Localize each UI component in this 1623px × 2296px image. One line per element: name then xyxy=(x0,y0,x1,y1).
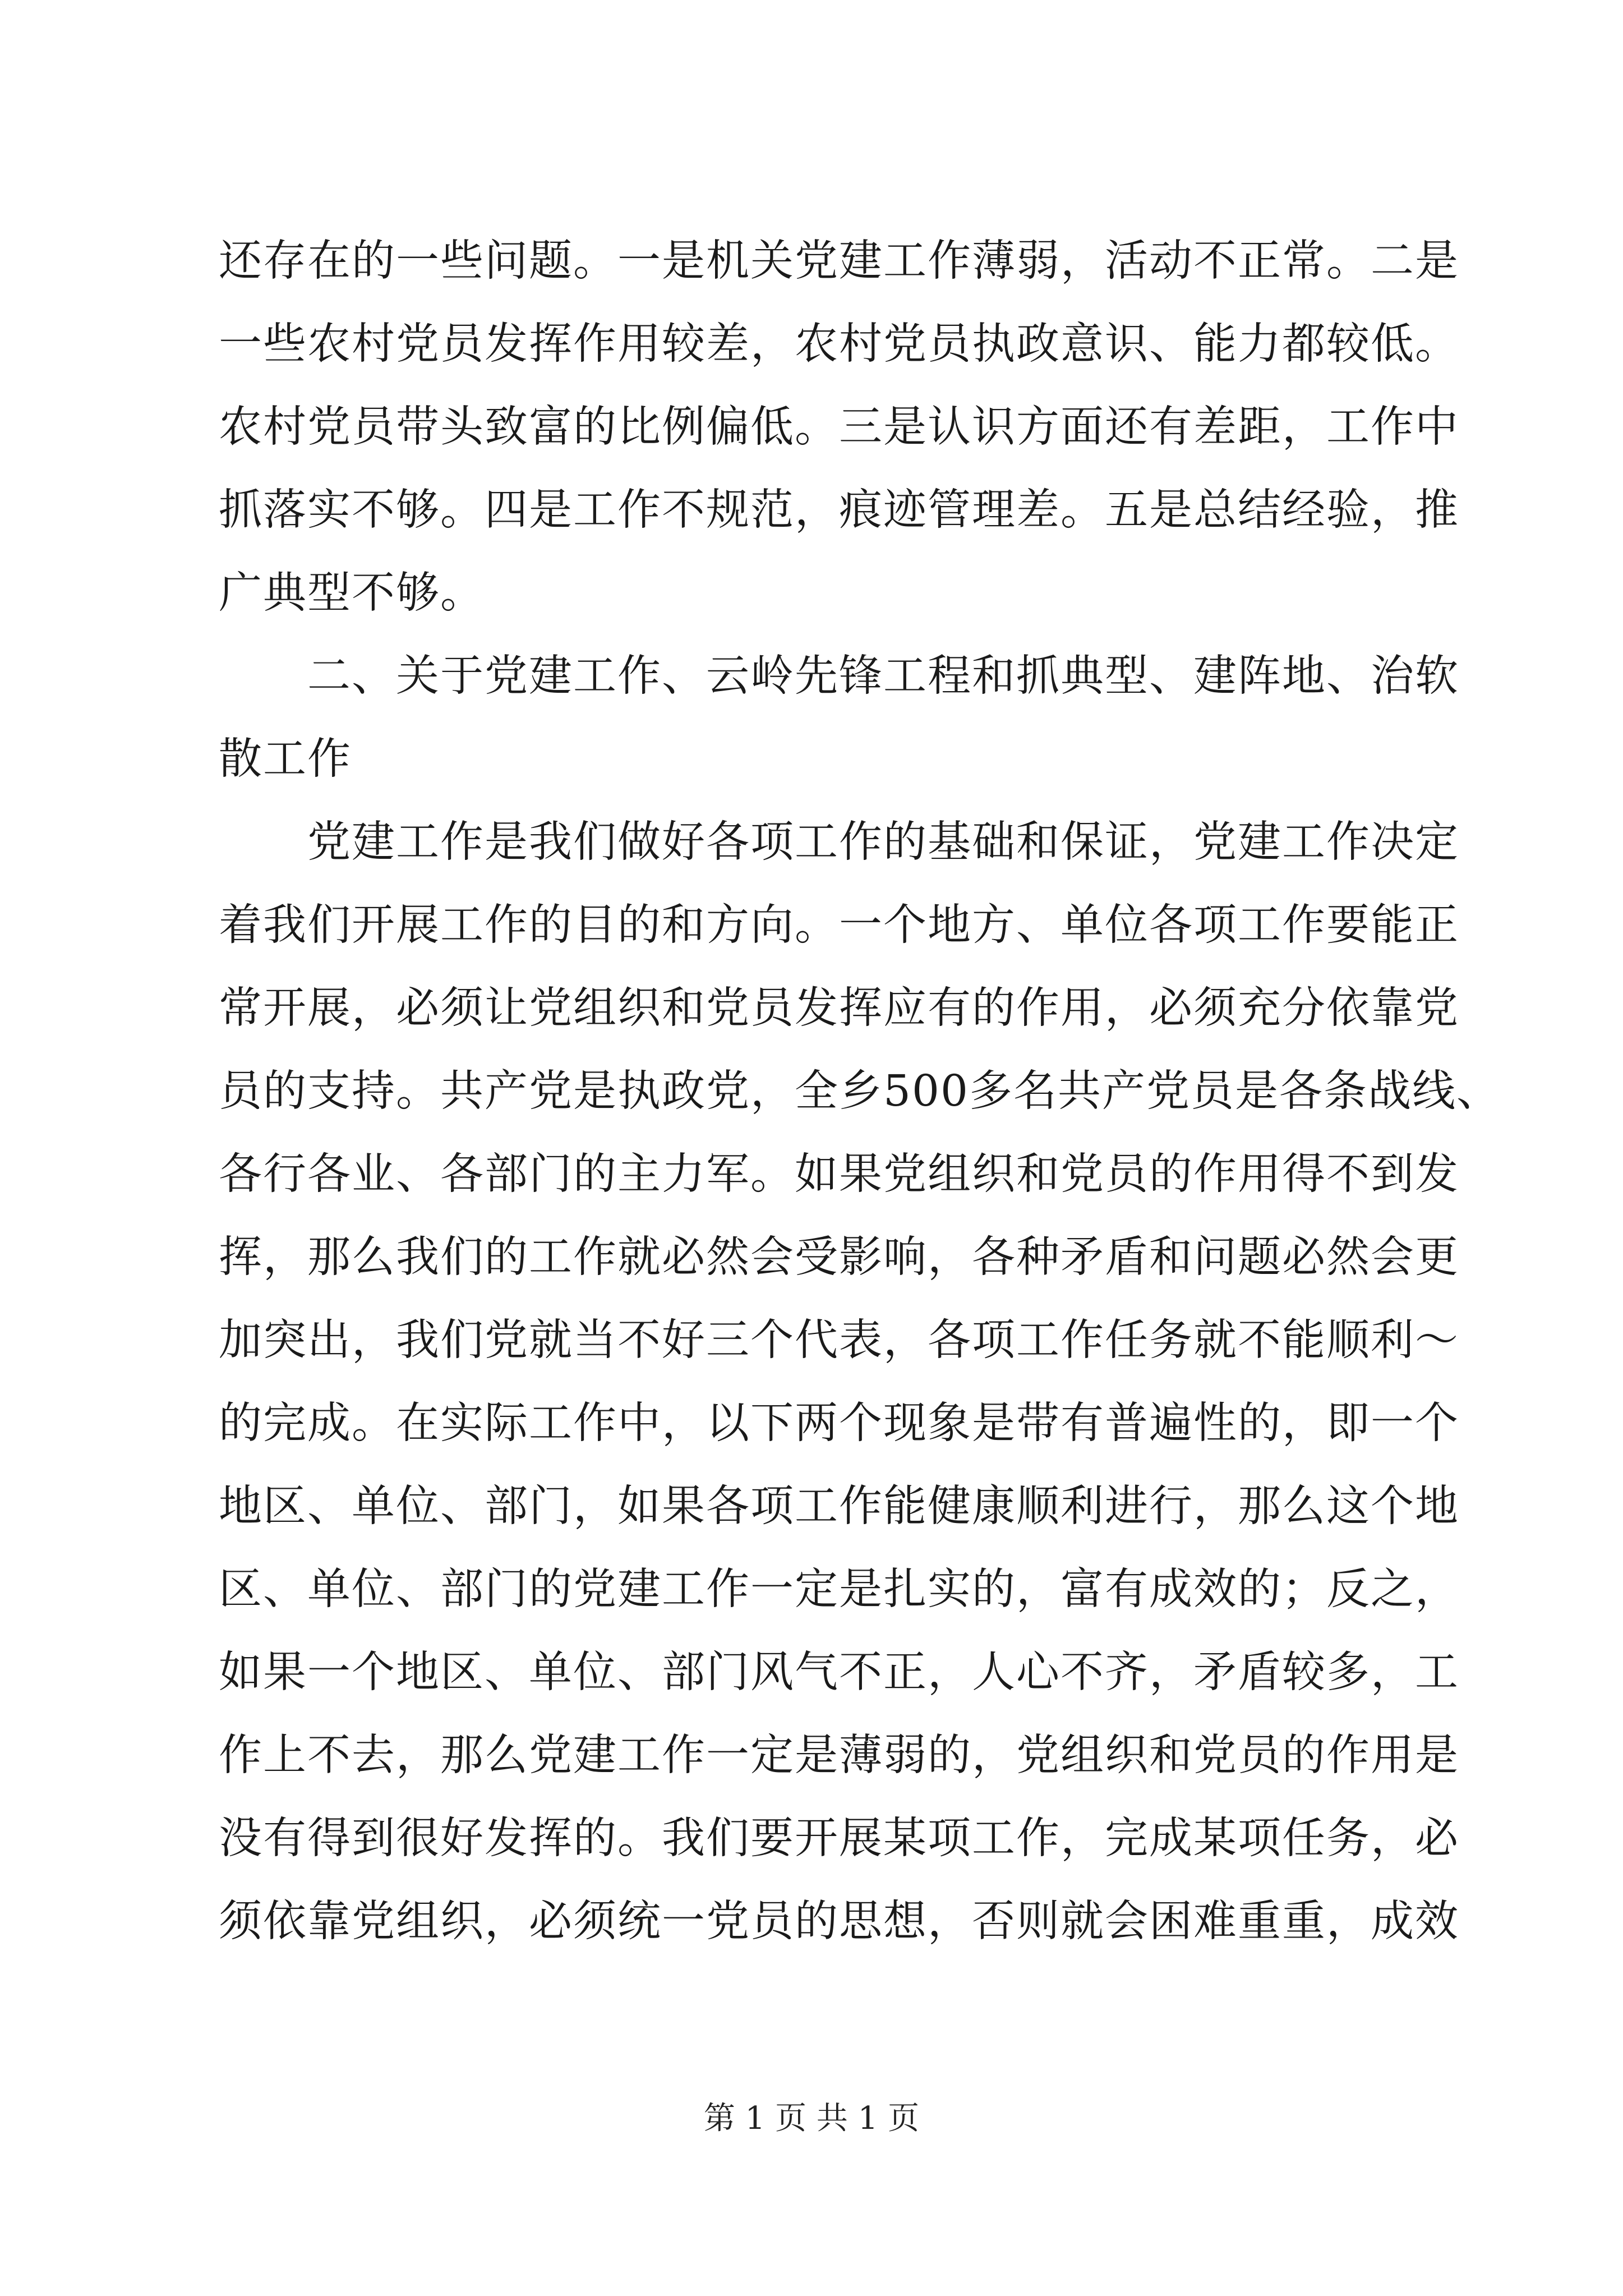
section-heading-line: 散工作 xyxy=(219,734,352,784)
text-line: 区、单位、部门的党建工作一定是扎实的，富有成效的；反之， xyxy=(219,1565,1459,1614)
text-line: 广典型不够。 xyxy=(219,568,485,618)
text-line: 须依靠党组织，必须统一党员的思想，否则就会困难重重，成效 xyxy=(219,1897,1459,1947)
text-line: 还存在的一些问题。一是机关党建工作薄弱，活动不正常。二是 xyxy=(219,236,1459,286)
text-line: 农村党员带头致富的比例偏低。三是认识方面还有差距，工作中 xyxy=(219,402,1459,452)
text-line: 一些农村党员发挥作用较差，农村党员执政意识、能力都较低。 xyxy=(219,319,1459,369)
text-line: 如果一个地区、单位、部门风气不正，人心不齐，矛盾较多，工 xyxy=(219,1648,1459,1697)
text-line: 作上不去，那么党建工作一定是薄弱的，党组织和党员的作用是 xyxy=(219,1731,1459,1780)
text-line: 的完成。在实际工作中，以下两个现象是带有普遍性的，即一个 xyxy=(219,1398,1459,1448)
text-line: 着我们开展工作的目的和方向。一个地方、单位各项工作要能正 xyxy=(219,900,1459,950)
text-line: 党建工作是我们做好各项工作的基础和保证，党建工作决定 xyxy=(219,817,1459,867)
text-line: 常开展，必须让党组织和党员发挥应有的作用，必须充分依靠党 xyxy=(219,983,1459,1033)
text-line: 员的支持。共产党是执政党，全乡500多名共产党员是各条战线、 xyxy=(219,1066,1501,1116)
section-heading-line: 二、关于党建工作、云岭先锋工程和抓典型、建阵地、治软 xyxy=(219,651,1459,701)
text-line: 抓落实不够。四是工作不规范，痕迹管理差。五是总结经验，推 xyxy=(219,485,1459,535)
text-line: 各行各业、各部门的主力军。如果党组织和党员的作用得不到发 xyxy=(219,1149,1459,1199)
text-line: 没有得到很好发挥的。我们要开展某项工作，完成某项任务，必 xyxy=(219,1814,1459,1864)
text-line: 地区、单位、部门，如果各项工作能健康顺利进行，那么这个地 xyxy=(219,1481,1459,1531)
body-text xyxy=(219,220,1501,1963)
text-line: 加突出，我们党就当不好三个代表，各项工作任务就不能顺利～ xyxy=(219,1315,1459,1365)
page-number-footer: 第 1 页 共 1 页 xyxy=(703,2100,920,2137)
text-line: 挥，那么我们的工作就必然会受影响，各种矛盾和问题必然会更 xyxy=(219,1232,1459,1282)
